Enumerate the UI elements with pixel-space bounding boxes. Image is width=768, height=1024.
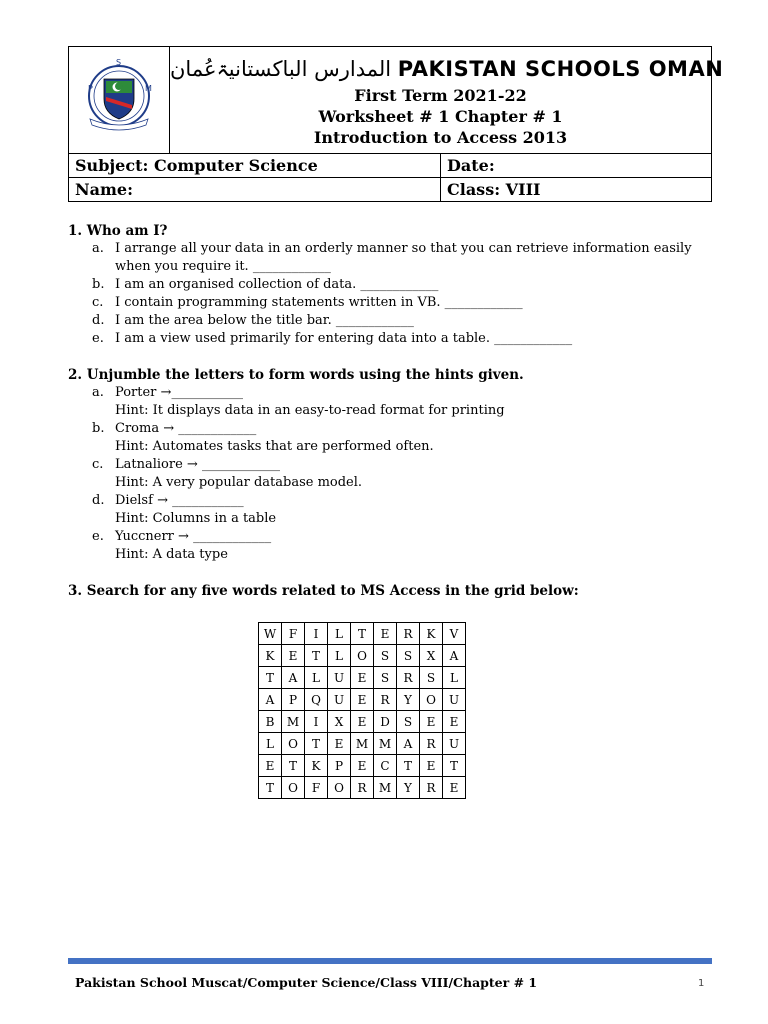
- hint-text: Hint: Automates tasks that are performed often.: [115, 439, 434, 454]
- grid-cell[interactable]: E: [443, 711, 466, 733]
- item-text-continuation: when you require it. ____________: [115, 259, 331, 274]
- grid-cell[interactable]: A: [397, 733, 420, 755]
- grid-cell[interactable]: E: [259, 755, 282, 777]
- school-name-urdu: المدارس الباکستانیۃعُمان: [170, 57, 392, 81]
- grid-cell[interactable]: O: [420, 689, 443, 711]
- grid-cell[interactable]: P: [328, 755, 351, 777]
- item-marker: d.: [92, 493, 105, 508]
- grid-cell[interactable]: R: [374, 689, 397, 711]
- grid-cell[interactable]: Q: [305, 689, 328, 711]
- item-text: I am an organised collection of data. ____________: [115, 277, 439, 292]
- grid-cell[interactable]: L: [328, 623, 351, 645]
- grid-cell[interactable]: R: [397, 667, 420, 689]
- grid-cell[interactable]: M: [374, 777, 397, 799]
- grid-cell[interactable]: A: [259, 689, 282, 711]
- jumbled-word: Latnaliore: [115, 457, 183, 472]
- grid-cell[interactable]: T: [259, 667, 282, 689]
- list-item: [68, 330, 708, 348]
- header-title-cell: [170, 47, 724, 154]
- answer-blank[interactable]: ___________: [171, 385, 243, 400]
- grid-cell[interactable]: E: [351, 667, 374, 689]
- grid-cell[interactable]: F: [282, 623, 305, 645]
- date-field[interactable]: Date:: [441, 154, 712, 178]
- grid-row: [259, 711, 466, 733]
- grid-cell[interactable]: U: [443, 733, 466, 755]
- list-item: [68, 528, 708, 564]
- grid-cell[interactable]: R: [397, 623, 420, 645]
- jumbled-word: Yuccnerr: [115, 529, 174, 544]
- grid-cell[interactable]: S: [374, 667, 397, 689]
- grid-cell[interactable]: S: [397, 711, 420, 733]
- grid-cell[interactable]: W: [259, 623, 282, 645]
- grid-cell[interactable]: M: [351, 733, 374, 755]
- hint-text: Hint: A very popular database model.: [115, 475, 363, 490]
- question-2-title: 2. Unjumble the letters to form words using the hints given.: [68, 367, 524, 383]
- item-marker: b.: [92, 277, 105, 292]
- grid-cell[interactable]: C: [374, 755, 397, 777]
- logo-letter-p: P: [88, 84, 93, 93]
- grid-cell[interactable]: A: [282, 667, 305, 689]
- grid-cell[interactable]: K: [420, 623, 443, 645]
- grid-cell[interactable]: K: [305, 755, 328, 777]
- hint-text: Hint: It displays data in an easy-to-read format for printing: [115, 403, 505, 418]
- jumbled-word: Porter: [115, 385, 157, 400]
- question-3-title: 3. Search for any five words related to MS Access in the grid below:: [68, 583, 579, 599]
- item-marker: d.: [92, 313, 105, 328]
- arrow-icon: →: [160, 385, 172, 400]
- footer-text: Pakistan School Muscat/Computer Science/Class VIII/Chapter # 1: [75, 975, 538, 990]
- list-item: [68, 276, 708, 294]
- logo-letter-s: S: [116, 59, 122, 67]
- grid-cell[interactable]: X: [420, 645, 443, 667]
- arrow-icon: →: [186, 457, 198, 472]
- grid-cell[interactable]: E: [351, 755, 374, 777]
- grid-cell[interactable]: E: [351, 711, 374, 733]
- item-text: I arrange all your data in an orderly manner so that you can retrieve information easily: [115, 241, 692, 256]
- school-crest-logo: [80, 59, 158, 137]
- term-line: First Term 2021-22: [354, 86, 527, 105]
- hint-text: Hint: Columns in a table: [115, 511, 277, 526]
- grid-cell[interactable]: U: [328, 689, 351, 711]
- footer-bar: [68, 958, 712, 964]
- arrow-icon: →: [163, 421, 175, 436]
- jumbled-word: Dielsf: [115, 493, 153, 508]
- school-name: [170, 57, 724, 81]
- grid-cell[interactable]: R: [420, 777, 443, 799]
- grid-row: [259, 777, 466, 799]
- word-search-grid: [258, 622, 466, 799]
- item-marker: e.: [92, 331, 104, 346]
- grid-cell[interactable]: T: [351, 623, 374, 645]
- grid-cell[interactable]: L: [259, 733, 282, 755]
- grid-cell[interactable]: S: [420, 667, 443, 689]
- grid-cell[interactable]: R: [420, 733, 443, 755]
- grid-row: [259, 755, 466, 777]
- grid-cell[interactable]: T: [397, 755, 420, 777]
- question-1-list: [68, 240, 708, 348]
- grid-cell[interactable]: U: [328, 667, 351, 689]
- jumbled-word: Croma: [115, 421, 160, 436]
- list-item: [68, 456, 708, 492]
- item-text: I am the area below the title bar. ____________: [115, 313, 414, 328]
- worksheet-content: [68, 222, 708, 600]
- grid-cell[interactable]: B: [259, 711, 282, 733]
- item-marker: c.: [92, 295, 104, 310]
- name-field[interactable]: Name:: [69, 178, 441, 202]
- grid-row: [259, 667, 466, 689]
- answer-blank[interactable]: ____________: [178, 421, 257, 436]
- grid-cell[interactable]: P: [282, 689, 305, 711]
- grid-cell[interactable]: S: [374, 645, 397, 667]
- grid-cell[interactable]: D: [374, 711, 397, 733]
- topic-line: Introduction to Access 2013: [313, 128, 568, 147]
- grid-cell[interactable]: E: [351, 689, 374, 711]
- grid-cell[interactable]: L: [305, 667, 328, 689]
- grid-cell[interactable]: E: [420, 711, 443, 733]
- grid-cell[interactable]: F: [305, 777, 328, 799]
- grid-row: [259, 733, 466, 755]
- grid-cell[interactable]: O: [282, 777, 305, 799]
- grid-cell[interactable]: S: [397, 645, 420, 667]
- item-marker: a.: [92, 241, 104, 256]
- item-marker: c.: [92, 457, 104, 472]
- grid-cell[interactable]: L: [328, 645, 351, 667]
- answer-blank[interactable]: ____________: [193, 529, 272, 544]
- list-item: [68, 312, 708, 330]
- grid-cell[interactable]: V: [443, 623, 466, 645]
- grid-cell[interactable]: Y: [397, 777, 420, 799]
- grid-cell[interactable]: M: [282, 711, 305, 733]
- item-text: I contain programming statements written in VB. ____________: [115, 295, 523, 310]
- grid-cell[interactable]: I: [305, 623, 328, 645]
- grid-cell[interactable]: E: [443, 777, 466, 799]
- grid-cell[interactable]: T: [259, 777, 282, 799]
- class-field: Class: VIII: [441, 178, 712, 202]
- subject-field: Subject: Computer Science: [69, 154, 441, 178]
- item-marker: b.: [92, 421, 105, 436]
- grid-cell[interactable]: T: [305, 645, 328, 667]
- school-name-english: PAKISTAN SCHOOLS OMAN: [397, 57, 724, 81]
- grid-cell[interactable]: M: [374, 733, 397, 755]
- item-marker: a.: [92, 385, 104, 400]
- arrow-icon: →: [178, 529, 189, 544]
- header-table: [68, 46, 724, 202]
- grid-cell[interactable]: E: [328, 733, 351, 755]
- question-1-title: 1. Who am I?: [68, 223, 168, 239]
- grid-cell[interactable]: X: [328, 711, 351, 733]
- grid-cell[interactable]: Y: [397, 689, 420, 711]
- list-item: [68, 240, 708, 276]
- list-item: [68, 420, 708, 456]
- grid-cell[interactable]: L: [443, 667, 466, 689]
- item-marker: e.: [92, 529, 104, 544]
- list-item: [68, 294, 708, 312]
- grid-cell[interactable]: T: [305, 733, 328, 755]
- grid-row: [259, 623, 466, 645]
- page-number: 1: [698, 978, 705, 989]
- list-item: [68, 384, 708, 420]
- question-2-list: [68, 384, 708, 564]
- answer-blank[interactable]: ____________: [201, 457, 280, 472]
- grid-cell[interactable]: I: [305, 711, 328, 733]
- grid-cell[interactable]: E: [282, 645, 305, 667]
- grid-cell[interactable]: T: [443, 755, 466, 777]
- hint-text: Hint: A data type: [115, 547, 228, 562]
- grid-cell[interactable]: O: [351, 645, 374, 667]
- arrow-icon: →: [157, 493, 168, 508]
- grid-row: [259, 645, 466, 667]
- list-item: [68, 492, 708, 528]
- grid-cell[interactable]: E: [420, 755, 443, 777]
- grid-cell[interactable]: R: [351, 777, 374, 799]
- grid-cell[interactable]: U: [443, 689, 466, 711]
- grid-cell[interactable]: K: [259, 645, 282, 667]
- worksheet-line: Worksheet # 1 Chapter # 1: [318, 107, 563, 126]
- grid-cell[interactable]: T: [282, 755, 305, 777]
- grid-cell[interactable]: O: [328, 777, 351, 799]
- grid-cell[interactable]: E: [374, 623, 397, 645]
- grid-cell[interactable]: O: [282, 733, 305, 755]
- grid-row: [259, 689, 466, 711]
- answer-blank[interactable]: ___________: [172, 493, 244, 508]
- logo-letter-m: M: [145, 84, 152, 93]
- item-text: I am a view used primarily for entering data into a table. ____________: [115, 331, 573, 346]
- grid-cell[interactable]: A: [443, 645, 466, 667]
- logo-cell: [69, 47, 170, 154]
